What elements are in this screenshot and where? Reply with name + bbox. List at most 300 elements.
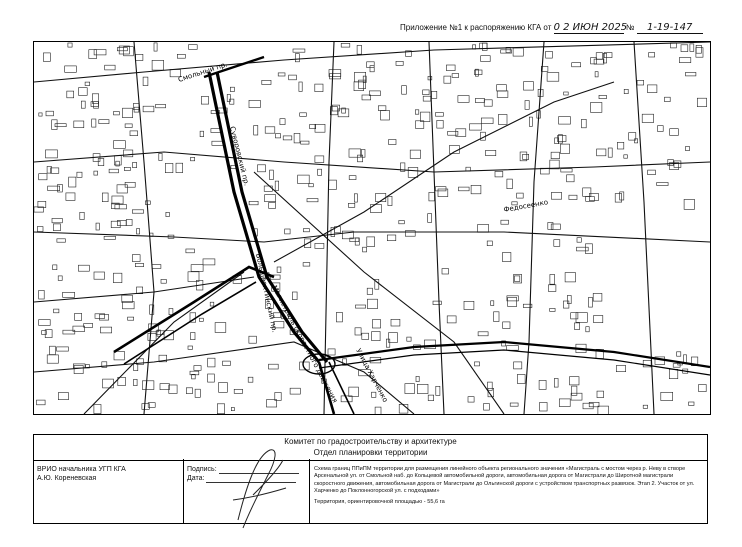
building-footprint [230, 87, 234, 91]
building-footprint [85, 82, 90, 85]
building-footprint [598, 406, 609, 414]
building-footprint [177, 54, 185, 58]
building-footprint [362, 333, 369, 339]
building-footprint [210, 302, 214, 306]
building-footprint [169, 385, 177, 393]
building-footprint [39, 320, 51, 326]
building-footprint [46, 150, 58, 158]
building-footprint [448, 131, 458, 135]
building-footprint [517, 193, 524, 198]
building-footprint [428, 395, 434, 401]
building-footprint [94, 272, 105, 279]
building-footprint [234, 389, 242, 393]
building-footprint [591, 58, 597, 64]
building-footprint [648, 170, 656, 175]
building-footprint [132, 210, 143, 213]
building-footprint [119, 46, 129, 54]
building-footprint [551, 224, 560, 230]
building-footprint [616, 366, 625, 372]
building-footprint [510, 403, 518, 406]
building-footprint [507, 179, 512, 189]
building-footprint [57, 239, 66, 242]
building-footprint [497, 85, 507, 91]
building-footprint [699, 385, 707, 392]
building-footprint [300, 113, 307, 117]
building-footprint [684, 199, 694, 209]
building-footprint [458, 96, 469, 103]
building-footprint [484, 100, 492, 106]
building-footprint [315, 124, 325, 132]
building-footprint [262, 80, 271, 84]
building-footprint [563, 301, 569, 308]
building-footprint [94, 102, 99, 109]
territory-map [33, 41, 711, 415]
building-footprint [432, 91, 437, 98]
building-footprint [593, 293, 602, 301]
building-footprint [78, 265, 89, 271]
building-footprint [328, 349, 335, 355]
order-number: 1-19-147 [637, 22, 703, 34]
building-footprint [53, 224, 60, 231]
building-footprint [195, 389, 200, 397]
street-label: Смольный пр. [177, 60, 229, 84]
building-footprint [54, 309, 59, 313]
building-footprint [670, 129, 679, 136]
building-footprint [111, 221, 120, 228]
building-footprint [559, 117, 571, 125]
building-footprint [564, 92, 569, 95]
building-footprint [330, 74, 341, 79]
street-network [34, 42, 710, 414]
building-footprint [148, 333, 156, 340]
title-block [33, 434, 708, 524]
building-footprint [290, 388, 300, 394]
building-footprint [437, 120, 443, 128]
building-footprint [278, 73, 285, 76]
committee-name: Комитет по градостроительству и архитектуре [284, 437, 457, 446]
building-footprint [115, 205, 127, 209]
building-footprint [223, 361, 231, 365]
building-footprint [599, 95, 606, 98]
building-footprint [679, 58, 690, 63]
building-footprint [128, 317, 134, 320]
building-footprint [58, 276, 62, 281]
building-footprint [132, 255, 140, 262]
building-footprint [254, 126, 258, 136]
street-label: Улица Харченко [354, 347, 390, 404]
building-footprint [554, 379, 558, 388]
building-footprint [416, 376, 419, 381]
building-footprint [408, 168, 418, 178]
building-footprint [295, 54, 299, 62]
building-footprint [270, 170, 274, 180]
building-footprint [548, 223, 553, 230]
building-footprint [468, 397, 474, 402]
building-footprint [98, 158, 104, 165]
building-footprint [105, 65, 115, 70]
building-footprint [561, 169, 572, 172]
building-footprint [508, 297, 517, 306]
building-footprint [315, 243, 324, 248]
building-footprint [114, 156, 121, 165]
building-footprint [117, 48, 127, 51]
street-label: Федосеенко [502, 198, 549, 214]
building-footprint [481, 56, 491, 62]
building-footprint [298, 175, 310, 184]
building-footprint [661, 392, 673, 400]
document-reference-line [400, 22, 703, 34]
building-footprint [51, 168, 59, 173]
building-footprint [595, 72, 598, 77]
building-footprint [336, 312, 342, 322]
building-footprint [275, 181, 279, 190]
building-footprint [315, 84, 323, 92]
building-footprint [669, 369, 678, 378]
building-footprint [405, 384, 415, 394]
building-footprint [126, 219, 132, 225]
building-footprint [577, 247, 589, 251]
building-footprint [137, 229, 140, 234]
building-footprint [67, 91, 74, 98]
building-footprint [142, 381, 154, 390]
building-footprint [48, 186, 60, 191]
building-footprint [156, 104, 166, 107]
building-footprint [191, 157, 195, 160]
building-footprint [189, 45, 198, 50]
building-footprint [478, 225, 489, 233]
building-footprint [388, 196, 392, 205]
building-footprint [112, 196, 123, 204]
building-footprint [407, 337, 411, 341]
building-footprint [529, 117, 532, 126]
map-canvas [34, 42, 710, 414]
building-footprint [363, 247, 367, 252]
building-footprint [361, 150, 365, 158]
building-footprint [442, 269, 449, 274]
building-footprint [315, 156, 324, 163]
building-footprint [248, 377, 253, 382]
building-footprint [99, 315, 108, 321]
building-footprint [495, 171, 503, 177]
building-footprint [359, 80, 366, 88]
building-footprint [567, 296, 571, 304]
building-footprint [586, 327, 589, 332]
building-footprint [501, 220, 509, 224]
building-footprint [58, 393, 68, 400]
building-footprint [165, 163, 173, 172]
building-footprint [367, 299, 377, 308]
building-footprint [608, 148, 612, 157]
building-footprint [677, 352, 681, 356]
building-footprint [275, 134, 280, 138]
building-footprint [159, 153, 162, 160]
street-label: Магистраль скоростного движения [270, 284, 340, 405]
building-footprint [329, 180, 337, 189]
building-footprint [507, 346, 519, 351]
building-footprint [696, 45, 701, 53]
building-footprint [514, 276, 519, 282]
department-name: Отдел планировки территории [313, 448, 428, 457]
building-footprint [497, 91, 508, 98]
building-footprint [586, 244, 593, 254]
building-footprint [356, 305, 366, 308]
building-footprint [113, 273, 122, 283]
building-footprint [475, 98, 484, 102]
building-footprint [657, 183, 668, 186]
building-footprint [201, 97, 208, 105]
building-footprint [249, 201, 258, 205]
building-footprint [123, 108, 133, 118]
number-sign: № [625, 23, 635, 32]
building-footprint [52, 120, 57, 130]
building-footprint [265, 127, 275, 133]
building-footprint [92, 119, 96, 127]
building-footprint [186, 249, 195, 253]
building-footprint [571, 313, 578, 319]
building-footprint [367, 62, 375, 68]
building-footprint [39, 174, 47, 180]
building-footprint [53, 265, 57, 270]
building-footprint [194, 366, 201, 371]
building-footprint [583, 403, 593, 409]
building-footprint [624, 155, 628, 158]
building-footprint [371, 205, 382, 213]
building-footprint [169, 309, 173, 315]
building-footprint [494, 312, 499, 322]
building-footprint [309, 184, 314, 187]
building-footprint [114, 112, 120, 115]
title-block-header [34, 435, 707, 461]
building-footprint [391, 319, 400, 326]
building-footprint [480, 43, 487, 49]
building-footprint [289, 75, 297, 80]
building-footprint [191, 333, 195, 340]
building-footprint [188, 272, 199, 282]
building-footprint [596, 53, 602, 60]
building-footprint [186, 388, 192, 394]
building-footprint [410, 150, 420, 158]
building-footprint [303, 263, 310, 267]
building-footprint [514, 362, 522, 369]
building-footprint [464, 301, 474, 309]
building-footprint [559, 399, 570, 407]
building-footprint [77, 172, 82, 177]
building-footprint [154, 43, 157, 51]
building-footprint [615, 194, 622, 203]
building-footprint [280, 119, 285, 125]
building-footprint [74, 121, 84, 128]
building-footprint [39, 290, 45, 299]
building-footprint [367, 288, 372, 294]
building-footprint [354, 194, 357, 202]
building-footprint [617, 142, 623, 149]
building-footprint [396, 61, 403, 65]
building-footprint [415, 110, 419, 114]
building-footprint [188, 346, 193, 349]
building-footprint [433, 301, 441, 305]
building-footprint [152, 60, 164, 70]
building-footprint [79, 88, 88, 96]
building-footprint [117, 185, 127, 193]
building-footprint [378, 106, 386, 111]
building-footprint [372, 332, 380, 341]
building-footprint [166, 212, 169, 216]
building-footprint [349, 387, 359, 397]
building-footprint [570, 377, 580, 385]
building-footprint [43, 53, 50, 62]
building-footprint [547, 73, 559, 82]
building-footprint [114, 141, 126, 149]
building-footprint [133, 162, 137, 167]
building-footprint [114, 351, 124, 360]
building-footprint [572, 63, 581, 67]
building-footprint [130, 131, 138, 136]
date-label: Дата: [187, 475, 205, 482]
building-footprint [550, 275, 555, 285]
building-footprint [301, 141, 309, 144]
building-footprint [124, 47, 134, 56]
building-footprint [399, 221, 405, 224]
building-footprint [208, 358, 215, 367]
building-footprint [109, 169, 118, 173]
building-footprint [428, 214, 432, 223]
building-footprint [470, 124, 482, 130]
building-footprint [423, 96, 431, 101]
building-footprint [134, 379, 138, 385]
building-footprint [66, 193, 75, 201]
building-footprint [478, 332, 488, 336]
building-footprint [523, 154, 529, 159]
building-footprint [513, 48, 523, 56]
building-footprint [357, 45, 362, 54]
official-title: ВРИО начальника УГП КГА [37, 466, 126, 473]
building-footprint [417, 384, 428, 393]
building-footprint [94, 171, 98, 175]
building-footprint [594, 316, 603, 323]
building-footprint [292, 292, 297, 300]
building-footprint [332, 105, 339, 111]
street-label: Суворовский пр. [228, 125, 251, 187]
building-footprint [571, 393, 582, 400]
building-footprint [597, 149, 606, 156]
building-footprint [475, 362, 480, 366]
building-footprint [572, 386, 577, 395]
building-footprint [643, 405, 647, 408]
building-footprint [52, 218, 62, 222]
building-footprint [55, 124, 66, 127]
building-footprint [561, 144, 570, 153]
building-footprint [565, 273, 575, 282]
building-footprint [681, 45, 688, 52]
building-footprint [555, 138, 559, 144]
building-footprint [65, 66, 77, 72]
building-footprint [577, 238, 581, 243]
building-footprint [517, 375, 525, 384]
building-footprint [103, 379, 114, 388]
building-footprint [349, 176, 356, 180]
building-footprint [200, 131, 204, 137]
building-footprint [597, 391, 604, 398]
building-footprint [100, 327, 111, 333]
building-footprint [551, 152, 559, 159]
building-footprint [39, 113, 42, 116]
building-footprint [372, 392, 376, 397]
building-footprint [299, 82, 302, 91]
building-footprint [219, 383, 228, 393]
building-footprint [143, 106, 154, 112]
building-footprint [99, 120, 109, 124]
building-footprint [540, 403, 548, 412]
building-footprint [329, 70, 341, 77]
building-footprint [487, 241, 492, 246]
building-footprint [211, 129, 221, 133]
building-footprint [369, 91, 380, 96]
building-footprint [658, 126, 664, 132]
building-footprint [550, 160, 559, 169]
building-footprint [551, 192, 561, 199]
building-footprint [231, 408, 234, 411]
building-footprint [124, 150, 133, 157]
building-footprint [438, 189, 448, 197]
building-footprint [550, 308, 555, 311]
building-footprint [145, 201, 150, 205]
building-footprint [436, 386, 440, 395]
building-footprint [589, 297, 593, 307]
building-footprint [37, 227, 43, 232]
building-footprint [459, 187, 470, 191]
building-footprint [75, 313, 82, 320]
building-footprint [386, 339, 390, 347]
building-footprint [558, 135, 562, 143]
building-footprint [355, 328, 361, 335]
building-footprint [349, 149, 361, 157]
building-footprint [143, 77, 148, 86]
building-footprint [125, 124, 132, 128]
building-footprint [341, 43, 350, 47]
building-footprint [686, 147, 690, 151]
building-footprint [436, 113, 444, 117]
building-footprint [63, 292, 75, 297]
building-footprint [686, 72, 696, 76]
building-footprint [217, 404, 224, 414]
building-footprint [74, 366, 83, 374]
building-footprint [47, 355, 58, 363]
building-footprint [152, 265, 161, 269]
territory-area: Территория, ориентировочной площадью - 55,6 га [314, 498, 445, 505]
building-footprint [94, 405, 101, 414]
building-footprint [160, 384, 169, 390]
building-footprint [69, 177, 76, 187]
building-footprint [277, 267, 281, 272]
building-footprint [307, 199, 318, 202]
building-footprint [525, 101, 529, 110]
building-footprint [348, 203, 354, 207]
building-footprint [208, 374, 215, 382]
building-footprint [389, 140, 396, 145]
building-footprint [358, 155, 363, 162]
building-footprint [447, 316, 456, 323]
building-footprint [649, 53, 655, 57]
building-footprint [539, 380, 546, 389]
building-footprint [429, 192, 435, 201]
highway-corridor [114, 57, 710, 414]
building-footprint [486, 150, 496, 155]
building-footprint [176, 163, 183, 172]
building-footprint [294, 133, 300, 143]
building-footprint [689, 402, 694, 405]
building-footprint [444, 76, 451, 83]
building-footprint [266, 400, 276, 407]
